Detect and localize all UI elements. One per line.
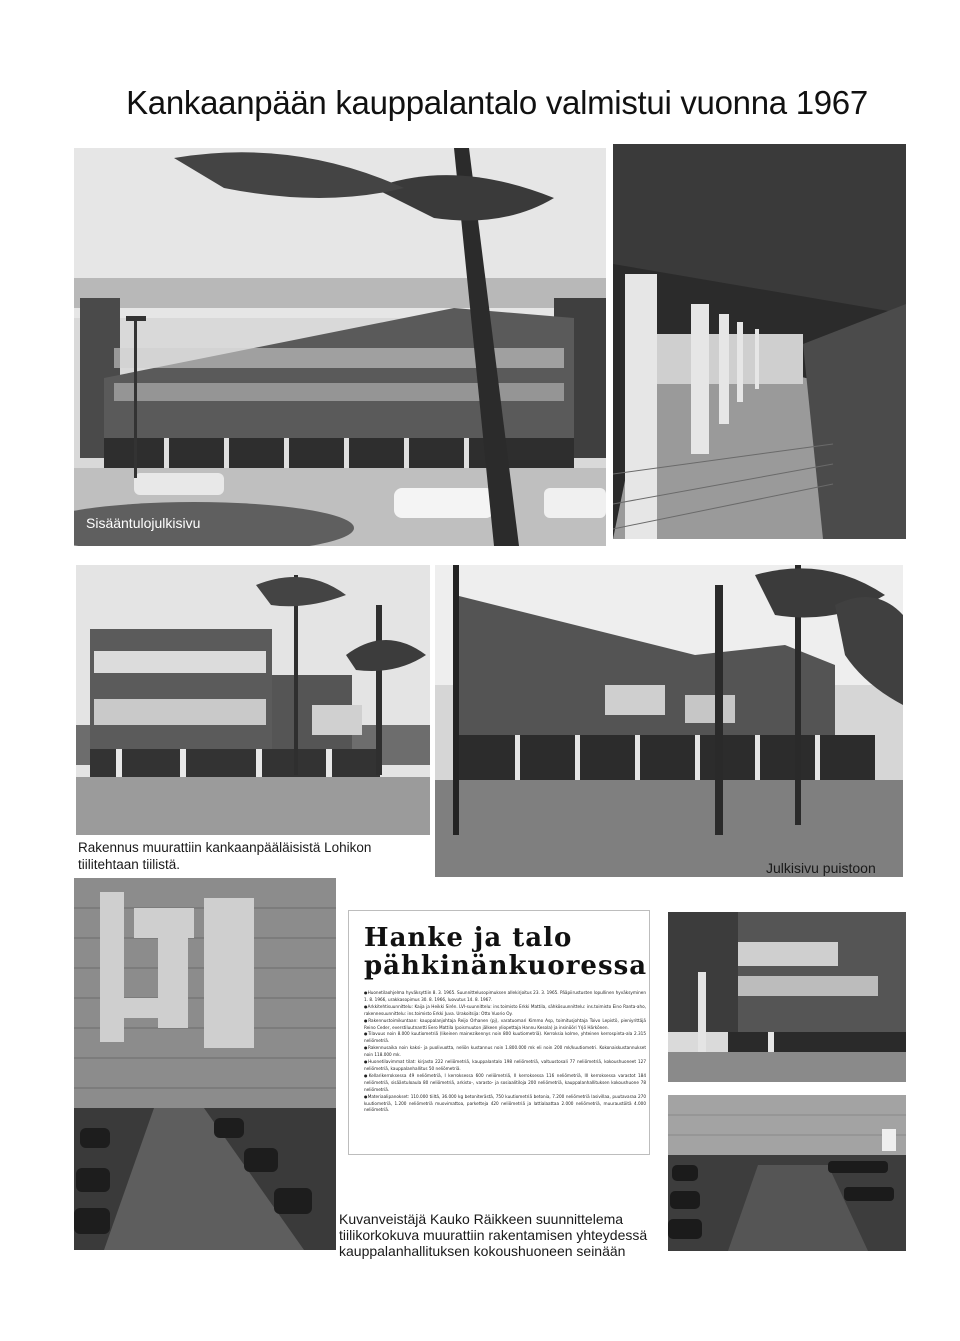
clipping-item: ● Rakennustoimikuntaan: kauppalanjohtaja Reijo Orhanen (pj), varatuomari Kimmo Asp, toimitusjohtaja Toivo Lepistö, pieniyrittäjä Reino Ceder, everstiluutnantti Eero Mattila (poismuuton jälkeen yliopettaja Hannu Kesola) ja insinööri Yrjö Härkönen. xyxy=(364,1018,646,1032)
clipping-heading-line-2: pähkinänkuoressa xyxy=(364,951,648,981)
page-title: Kankaanpään kauppalantalo valmistui vuonna 1967 xyxy=(126,84,868,121)
clipping-item: ● Huonetilaohjelma hyväksyttiin 8. 3. 1965. Suunnittelusopimuksen allekirjoitus 23. 3. 1965. Pääpiirustusten lopullinen hyväksyminen 1. 8. 1966, urakkasopimus 30. 8. 1966, luovutus 14. 8. 1967. xyxy=(364,990,646,1004)
clipping-heading xyxy=(364,924,647,980)
bottom-caption-line-2: tiilikorkokuva muurattiin rakentamisen yhteydessä xyxy=(339,1227,648,1243)
clipping-item: ● Arkkitehtisuunnittelu: Kaija ja Heikki Sirén. LVI-suunnittelu: ins.toimisto Erkki Mattila, sähkösuunnittelu: ins.toimisto Eino Ranta-aho, rakennesuunnittelu: ins.toimisto Erkki Juva. Urakoitsija: Otto Vuorio Oy. xyxy=(364,1004,646,1018)
photo-brick-building xyxy=(76,565,430,835)
clipping-item: ● Materiaalipanokset: 110.000 tiiltä, 36.000 kg betoniterästä, 750 kuutiometriä betonia, 7.200 neliömetriä lasivillaa, puutavaraa 270 kuutiometriä, 1.200 neliömetriä muovimattoa, parketteja 420 neliömetriä ja lattialaattaa 2.000 neliömetriä, muuraustöitä 4.000 neliömetriä. xyxy=(364,1094,646,1115)
bottom-caption-line-3: kauppalanhallituksen kokoushuoneen seinään xyxy=(339,1243,626,1259)
photo-caption-brick-building-1: Rakennus muurattiin kankaanpääläisistä Lohikon xyxy=(78,840,372,855)
photo-park-facade xyxy=(435,565,903,877)
clipping-item: ● Rakennusaika noin kaksi- ja puolivuotta, neliön kustannus noin 1.800.000 mk eli noin 200 mk/kuutiometri. Kokonaiskustannukset noin 118.000 mk. xyxy=(364,1045,646,1059)
photo-meeting-hall xyxy=(668,1095,906,1251)
clipping-item: ● Tilavuus noin 8.000 kuutiometriä (likeinen mainezikennys noin 800 kuutiometriä). Kerroksia kolme, yhteinen kerrospinta-ala 2.315 neliömetriä. xyxy=(364,1031,646,1045)
photo-wing-corner xyxy=(668,912,906,1082)
clipping-heading-line-1: Hanke ja talo xyxy=(364,923,573,953)
clipping-item: ● Huonetilavimmat tilat: kirjasto 222 neliömetriä, kauppalantalo 198 neliömetriä, valtuustosali 77 neliömetriä, kokoushuoneet 127 neliömetriä, kauppalanhallitus 50 neliömetriä. xyxy=(364,1059,646,1073)
photo-council-room xyxy=(74,878,336,1250)
photo-main-entrance xyxy=(74,148,606,546)
bottom-caption-line-1: Kuvanveistäjä Kauko Räikkeen suunnittelema xyxy=(339,1211,624,1227)
photo-colonnade xyxy=(613,144,906,539)
clipping-item: ● Kellarikerroksessa 49 neliömetriä, I kerroksessa 600 neliömetriä, II kerroksessa 116 neliömetriä, III kerroksessa varastot 184 neliömetriä, sisääntuloaula 80 neliömetriä, arkisto-, varasto- ja sosiaalitiloja 200 neliömetriä, kauppalanhallituksen kokoushuone 78 neliömetriä. xyxy=(364,1073,646,1094)
photo-caption-brick-building-2: tiilitehtaan tiilistä. xyxy=(78,857,181,872)
photo-caption-park-facade: Julkisivu puistoon xyxy=(766,860,876,876)
clipping-body xyxy=(364,990,646,1114)
photo-caption-main-entrance: Sisääntulojulkisivu xyxy=(86,515,201,531)
